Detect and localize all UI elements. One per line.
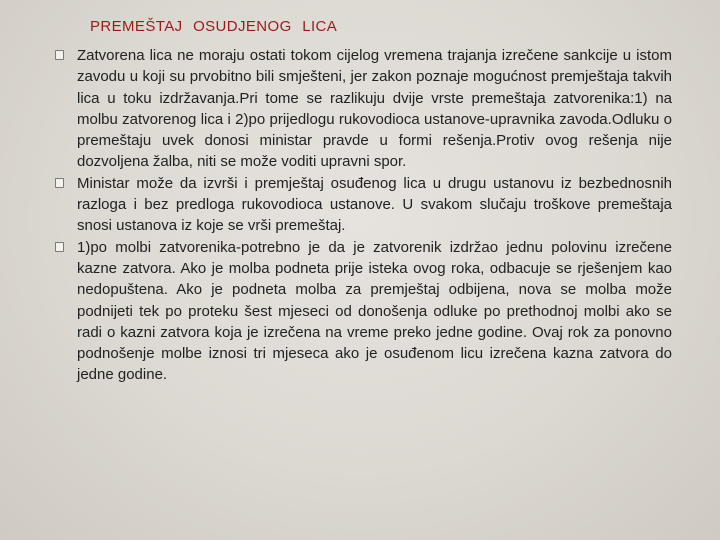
bullet-text: Ministar može da izvrši i premještaj osuđenog lica u drugu ustanovu iz bezbednosnih razloga i bez predloga rukovodioca ustanove. U svakom slučaju troškove premeštaja snosi ustanova iz koje se vrši premeštaj.	[77, 174, 672, 235]
square-bullet-icon	[55, 242, 64, 252]
bullet-item	[55, 173, 672, 237]
bullet-item	[55, 45, 672, 173]
slide-title: PREMEŠTAJ OSUDJENOG LICA	[90, 18, 338, 35]
bullet-text: Zatvorena lica ne moraju ostati tokom cijelog vremena trajanja izrečene sankcije u istom zavodu u koji su prvobitno bili smješteni, jer zakon poznaje mogućnost premještaja takvih lica u toku izdržavanja.Pri tome se razlikuju dvije vrste premeštaja zatvorenika:1) na molbu zatvorenog lica i 2)po prijedlogu rukovodioca ustanove-upravnika zavoda.Odluku o premeštaju uvek donosi ministar pravde u formi rešenja.Protiv ovog rešenja nije dozvoljena žalba, niti se može voditi upravni spor.	[77, 47, 672, 171]
square-bullet-icon	[55, 178, 64, 188]
bullet-item	[55, 237, 672, 386]
bullet-list	[55, 45, 672, 386]
square-bullet-icon	[55, 50, 64, 60]
bullet-text: 1)po molbi zatvorenika-potrebno je da je zatvorenik izdržao jednu polovinu izrečene kazne zatvora. Ako je molba podneta prije isteka ovog roka, odbacuje se rješenjem kao nedopuštena. Ako je podneta molba za premještaj odbijena, nova se molba može podnijeti tek po proteku šest mjeseci od donošenja odluke po prethodnoj molbi ako se radi o kazni zatvora koja je izrečena na vreme preko jedne godine. Ovaj rok za ponovno podnošenje molbe iznosi tri mjeseca ako je osuđenom licu izrečena kazna zatvora do jedne godine.	[77, 238, 672, 384]
